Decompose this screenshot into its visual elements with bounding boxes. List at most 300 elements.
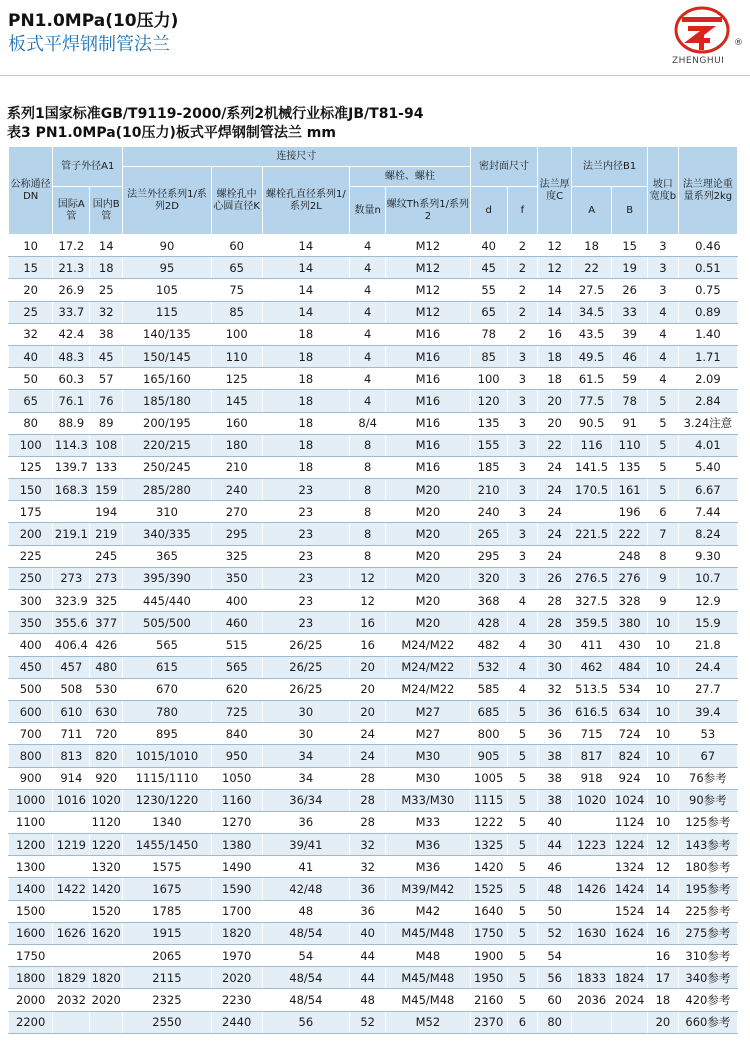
- table-cell: 5: [507, 878, 538, 900]
- table-cell: 508: [53, 678, 90, 700]
- table-cell: [572, 811, 612, 833]
- table-cell: 32: [90, 301, 123, 323]
- table-cell: 2032: [53, 989, 90, 1011]
- table-cell: 600: [9, 700, 53, 722]
- table-cell: 1200: [9, 834, 53, 856]
- table-cell: 5: [507, 922, 538, 944]
- table-cell: 219: [90, 523, 123, 545]
- table-cell: 24: [538, 456, 572, 478]
- table-cell: 3: [507, 456, 538, 478]
- col-header-thickness: 法兰厚度C: [538, 147, 572, 235]
- col-header-groove: 坡口宽度b: [648, 147, 679, 235]
- table-cell: 170.5: [572, 479, 612, 501]
- table-cell: 8: [350, 523, 386, 545]
- table-cell: 38: [538, 767, 572, 789]
- table-cell: 5: [507, 967, 538, 989]
- table-cell: 16: [648, 922, 679, 944]
- table-cell: 220/215: [123, 434, 212, 456]
- table-cell: 430: [612, 634, 648, 656]
- table-cell: 36: [262, 811, 350, 833]
- col-header-flange-od: 法兰外径系列1/系列2D: [123, 167, 212, 235]
- table-cell: 210: [211, 456, 262, 478]
- table-cell: [612, 945, 648, 967]
- table-cell: 78: [470, 323, 507, 345]
- table-cell: 160: [211, 412, 262, 434]
- table-cell: 900: [9, 767, 53, 789]
- table-cell: 41: [262, 856, 350, 878]
- table-cell: 824: [612, 745, 648, 767]
- page-title: PN1.0MPa(10压力): [8, 11, 179, 31]
- table-cell: 19: [612, 257, 648, 279]
- table-cell: 2.09: [678, 368, 737, 390]
- table-cell: 76参考: [678, 767, 737, 789]
- table-cell: 6.67: [678, 479, 737, 501]
- table-cell: 23: [262, 590, 350, 612]
- table-cell: 23: [262, 523, 350, 545]
- table-cell: 720: [90, 723, 123, 745]
- table-cell: 450: [9, 656, 53, 678]
- table-cell: 65: [9, 390, 53, 412]
- table-cell: 920: [90, 767, 123, 789]
- table-cell: 20: [648, 1011, 679, 1033]
- table-cell: 18: [262, 390, 350, 412]
- table-cell: 180参考: [678, 856, 737, 878]
- table-cell: 8: [350, 501, 386, 523]
- table-cell: 1400: [9, 878, 53, 900]
- table-cell: 20: [538, 412, 572, 434]
- table-cell: 54: [538, 945, 572, 967]
- table-row: [9, 456, 738, 478]
- table-cell: 2230: [211, 989, 262, 1011]
- table-cell: 4: [648, 301, 679, 323]
- table-cell: 39: [612, 323, 648, 345]
- col-header-seal-f: f: [507, 187, 538, 235]
- table-cell: 85: [211, 301, 262, 323]
- table-row: [9, 745, 738, 767]
- table-cell: 265: [470, 523, 507, 545]
- table-cell: 30: [262, 723, 350, 745]
- table-row: [9, 723, 738, 745]
- table-cell: 36: [350, 878, 386, 900]
- table-cell: 42.4: [53, 323, 90, 345]
- table-cell: 10: [648, 678, 679, 700]
- table-cell: 1422: [53, 878, 90, 900]
- table-cell: 5: [507, 945, 538, 967]
- table-cell: 18: [90, 257, 123, 279]
- table-cell: 2: [507, 301, 538, 323]
- table-cell: 5: [507, 989, 538, 1011]
- table-cell: 300: [9, 590, 53, 612]
- table-cell: 2370: [470, 1011, 507, 1033]
- table-cell: 1575: [123, 856, 212, 878]
- table-cell: 462: [572, 656, 612, 678]
- table-cell: 1624: [612, 922, 648, 944]
- table-cell: 125: [9, 456, 53, 478]
- table-cell: 780: [123, 700, 212, 722]
- table-cell: 40: [470, 235, 507, 257]
- table-row: [9, 678, 738, 700]
- table-cell: M24/M22: [386, 656, 471, 678]
- table-cell: M45/M48: [386, 967, 471, 989]
- table-cell: 4.01: [678, 434, 737, 456]
- table-cell: 5: [507, 767, 538, 789]
- table-cell: M45/M48: [386, 989, 471, 1011]
- table-cell: 39.4: [678, 700, 737, 722]
- table-cell: 26.9: [53, 279, 90, 301]
- table-cell: 1270: [211, 811, 262, 833]
- col-header-pipe-intl: 国际A管: [53, 187, 90, 235]
- table-cell: 168.3: [53, 479, 90, 501]
- table-cell: 532: [470, 656, 507, 678]
- table-cell: 18: [262, 412, 350, 434]
- table-cell: 426: [90, 634, 123, 656]
- table-cell: 918: [572, 767, 612, 789]
- table-cell: 1424: [612, 878, 648, 900]
- table-cell: 4: [350, 301, 386, 323]
- table-cell: 95: [123, 257, 212, 279]
- table-cell: 1833: [572, 967, 612, 989]
- table-cell: M16: [386, 368, 471, 390]
- table-cell: 8: [350, 434, 386, 456]
- table-cell: 91: [612, 412, 648, 434]
- table-cell: 3: [507, 545, 538, 567]
- table-cell: 924: [612, 767, 648, 789]
- table-cell: 27.5: [572, 279, 612, 301]
- table-cell: 48: [538, 878, 572, 900]
- col-header-bore-b: B: [612, 187, 648, 235]
- table-cell: M16: [386, 390, 471, 412]
- table-cell: 40: [350, 922, 386, 944]
- table-cell: 2160: [470, 989, 507, 1011]
- table-cell: 46: [538, 856, 572, 878]
- table-row: [9, 856, 738, 878]
- table-cell: 275参考: [678, 922, 737, 944]
- table-cell: 24: [350, 745, 386, 767]
- table-cell: 8.24: [678, 523, 737, 545]
- col-header-bolt-qty: 数量n: [350, 187, 386, 235]
- table-cell: [53, 811, 90, 833]
- table-cell: 48/54: [262, 967, 350, 989]
- table-cell: 1426: [572, 878, 612, 900]
- table-cell: 116: [572, 434, 612, 456]
- table-cell: 350: [9, 612, 53, 634]
- table-cell: 4: [507, 656, 538, 678]
- table-cell: M33/M30: [386, 789, 471, 811]
- table-cell: 16: [350, 634, 386, 656]
- table-cell: M27: [386, 723, 471, 745]
- table-cell: 1420: [90, 878, 123, 900]
- table-cell: 840: [211, 723, 262, 745]
- table-cell: 4: [350, 345, 386, 367]
- table-cell: 90: [123, 235, 212, 257]
- table-cell: 1380: [211, 834, 262, 856]
- table-cell: [53, 945, 90, 967]
- table-cell: 1500: [9, 900, 53, 922]
- table-cell: 12: [648, 834, 679, 856]
- table-cell: 44: [350, 967, 386, 989]
- table-cell: 325: [211, 545, 262, 567]
- table-cell: M12: [386, 279, 471, 301]
- table-cell: M20: [386, 545, 471, 567]
- table-cell: [53, 856, 90, 878]
- table-cell: 65: [211, 257, 262, 279]
- table-cell: 15.9: [678, 612, 737, 634]
- table-cell: 310参考: [678, 945, 737, 967]
- table-cell: 3: [507, 434, 538, 456]
- table-cell: 12: [648, 856, 679, 878]
- table-cell: 89: [90, 412, 123, 434]
- table-cell: 16: [648, 945, 679, 967]
- table-cell: 5: [507, 900, 538, 922]
- table-cell: 310: [123, 501, 212, 523]
- table-cell: 50: [9, 368, 53, 390]
- table-row: [9, 900, 738, 922]
- table-cell: 2036: [572, 989, 612, 1011]
- table-cell: 1900: [470, 945, 507, 967]
- table-cell: 0.89: [678, 301, 737, 323]
- table-cell: 295: [470, 545, 507, 567]
- table-cell: 100: [470, 368, 507, 390]
- col-header-seal-d: d: [470, 187, 507, 235]
- table-cell: 1340: [123, 811, 212, 833]
- table-cell: 428: [470, 612, 507, 634]
- table-cell: 76.1: [53, 390, 90, 412]
- table-cell: 45: [90, 345, 123, 367]
- table-cell: 817: [572, 745, 612, 767]
- table-cell: M12: [386, 257, 471, 279]
- table-cell: 4: [507, 634, 538, 656]
- table-cell: 65: [470, 301, 507, 323]
- table-cell: 23: [262, 501, 350, 523]
- table-cell: 1219: [53, 834, 90, 856]
- table-cell: 39/41: [262, 834, 350, 856]
- table-cell: 1.40: [678, 323, 737, 345]
- table-cell: 145: [211, 390, 262, 412]
- table-cell: 4: [350, 323, 386, 345]
- table-cell: 48: [350, 989, 386, 1011]
- table-cell: 21.3: [53, 257, 90, 279]
- table-cell: 9: [648, 567, 679, 589]
- table-cell: 12: [350, 567, 386, 589]
- table-cell: 10: [648, 811, 679, 833]
- col-header-weight: 法兰理论重量系列2kg: [678, 147, 737, 235]
- table-cell: 480: [90, 656, 123, 678]
- table-cell: [53, 501, 90, 523]
- table-cell: 1115: [470, 789, 507, 811]
- table-cell: M12: [386, 235, 471, 257]
- table-cell: 1829: [53, 967, 90, 989]
- table-row: [9, 323, 738, 345]
- table-cell: M39/M42: [386, 878, 471, 900]
- table-cell: 8: [350, 545, 386, 567]
- table-cell: 380: [612, 612, 648, 634]
- table-cell: 85: [470, 345, 507, 367]
- table-cell: 2: [507, 235, 538, 257]
- table-cell: 22: [538, 434, 572, 456]
- table-cell: 50: [538, 900, 572, 922]
- table-cell: M24/M22: [386, 678, 471, 700]
- table-cell: 125: [211, 368, 262, 390]
- table-cell: 3: [507, 368, 538, 390]
- table-cell: 1120: [90, 811, 123, 833]
- table-cell: 350: [211, 567, 262, 589]
- table-cell: 32: [350, 856, 386, 878]
- table-cell: 276: [612, 567, 648, 589]
- table-cell: 1160: [211, 789, 262, 811]
- table-cell: 1525: [470, 878, 507, 900]
- page-subtitle: 板式平焊钢制管法兰: [8, 34, 170, 55]
- table-cell: 40: [9, 345, 53, 367]
- table-cell: 905: [470, 745, 507, 767]
- table-cell: 1750: [9, 945, 53, 967]
- table-cell: 1320: [90, 856, 123, 878]
- table-cell: 23: [262, 567, 350, 589]
- col-header-bore: 法兰内径B1: [572, 147, 648, 187]
- table-cell: 1230/1220: [123, 789, 212, 811]
- table-cell: 250/245: [123, 456, 212, 478]
- table-cell: 36/34: [262, 789, 350, 811]
- table-cell: 2000: [9, 989, 53, 1011]
- table-cell: 175: [9, 501, 53, 523]
- table-cell: [90, 945, 123, 967]
- table-cell: 26: [612, 279, 648, 301]
- table-cell: 1015/1010: [123, 745, 212, 767]
- table-row: [9, 811, 738, 833]
- table-cell: 7.44: [678, 501, 737, 523]
- table-cell: 1785: [123, 900, 212, 922]
- table-cell: 4: [350, 390, 386, 412]
- table-row: [9, 878, 738, 900]
- table-cell: 2115: [123, 967, 212, 989]
- table-row: [9, 279, 738, 301]
- table-row: [9, 301, 738, 323]
- table-cell: 3: [507, 479, 538, 501]
- table-cell: 1820: [211, 922, 262, 944]
- table-cell: 24: [538, 545, 572, 567]
- table-cell: 3: [648, 235, 679, 257]
- table-cell: 420参考: [678, 989, 737, 1011]
- table-cell: M20: [386, 590, 471, 612]
- table-cell: 715: [572, 723, 612, 745]
- table-cell: 88.9: [53, 412, 90, 434]
- table-cell: 12: [538, 235, 572, 257]
- table-cell: 20: [350, 656, 386, 678]
- table-cell: 1.71: [678, 345, 737, 367]
- col-header-bolts: 螺栓、螺柱: [350, 167, 470, 187]
- table-cell: 200: [9, 523, 53, 545]
- table-cell: 195参考: [678, 878, 737, 900]
- table-cell: 1620: [90, 922, 123, 944]
- table-cell: 45: [470, 257, 507, 279]
- table-cell: 26/25: [262, 656, 350, 678]
- table-cell: 18: [538, 368, 572, 390]
- table-cell: 320: [470, 567, 507, 589]
- table-cell: 52: [350, 1011, 386, 1033]
- table-cell: 210: [470, 479, 507, 501]
- table-cell: 1630: [572, 922, 612, 944]
- table-cell: M48: [386, 945, 471, 967]
- table-cell: 18: [262, 456, 350, 478]
- table-cell: 1420: [470, 856, 507, 878]
- table-cell: 61.5: [572, 368, 612, 390]
- table-cell: 10: [648, 789, 679, 811]
- table-cell: 5: [648, 412, 679, 434]
- table-cell: 60: [211, 235, 262, 257]
- table-cell: 34: [262, 767, 350, 789]
- table-cell: 240: [470, 501, 507, 523]
- table-cell: 3: [507, 390, 538, 412]
- table-cell: 323.9: [53, 590, 90, 612]
- table-cell: 40: [538, 811, 572, 833]
- section-table-title: 表3 PN1.0MPa(10压力)板式平焊钢制管法兰 mm: [7, 125, 336, 141]
- table-cell: 615: [123, 656, 212, 678]
- table-row: [9, 789, 738, 811]
- table-cell: 1490: [211, 856, 262, 878]
- table-cell: M27: [386, 700, 471, 722]
- table-cell: 4: [648, 368, 679, 390]
- table-cell: 325: [90, 590, 123, 612]
- table-cell: 32: [350, 834, 386, 856]
- table-cell: 2.84: [678, 390, 737, 412]
- table-row: [9, 257, 738, 279]
- table-cell: 5.40: [678, 456, 737, 478]
- table-cell: 1223: [572, 834, 612, 856]
- table-cell: 48.3: [53, 345, 90, 367]
- table-cell: 630: [90, 700, 123, 722]
- table-cell: 10: [648, 723, 679, 745]
- table-cell: 1005: [470, 767, 507, 789]
- table-cell: 3: [648, 257, 679, 279]
- table-cell: 14: [648, 900, 679, 922]
- table-cell: 245: [90, 545, 123, 567]
- table-cell: 12.9: [678, 590, 737, 612]
- table-cell: 34.5: [572, 301, 612, 323]
- table-cell: M16: [386, 345, 471, 367]
- table-cell: M16: [386, 434, 471, 456]
- table-cell: 8: [350, 479, 386, 501]
- table-cell: 10.7: [678, 567, 737, 589]
- table-cell: [572, 900, 612, 922]
- table-cell: 9.30: [678, 545, 737, 567]
- table-row: [9, 501, 738, 523]
- table-cell: 3: [507, 345, 538, 367]
- table-cell: 2020: [90, 989, 123, 1011]
- table-cell: 1016: [53, 789, 90, 811]
- table-cell: 5: [648, 390, 679, 412]
- table-cell: 248: [612, 545, 648, 567]
- table-cell: 240: [211, 479, 262, 501]
- table-cell: 56: [538, 967, 572, 989]
- table-cell: 110: [211, 345, 262, 367]
- table-cell: 14: [262, 279, 350, 301]
- table-cell: 5: [507, 811, 538, 833]
- col-header-dn: 公称通径DN: [9, 147, 53, 235]
- table-cell: 411: [572, 634, 612, 656]
- table-cell: M45/M48: [386, 922, 471, 944]
- table-cell: 1325: [470, 834, 507, 856]
- table-cell: 24: [538, 523, 572, 545]
- table-cell: 5: [507, 700, 538, 722]
- table-cell: 4: [507, 678, 538, 700]
- table-cell: 38: [90, 323, 123, 345]
- table-row: [9, 390, 738, 412]
- table-cell: 55: [470, 279, 507, 301]
- table-cell: 482: [470, 634, 507, 656]
- table-cell: 2020: [211, 967, 262, 989]
- table-cell: 2065: [123, 945, 212, 967]
- table-cell: 724: [612, 723, 648, 745]
- section-standard-line: 系列1国家标准GB/T9119-2000/系列2机械行业标准JB/T81-94: [7, 106, 424, 122]
